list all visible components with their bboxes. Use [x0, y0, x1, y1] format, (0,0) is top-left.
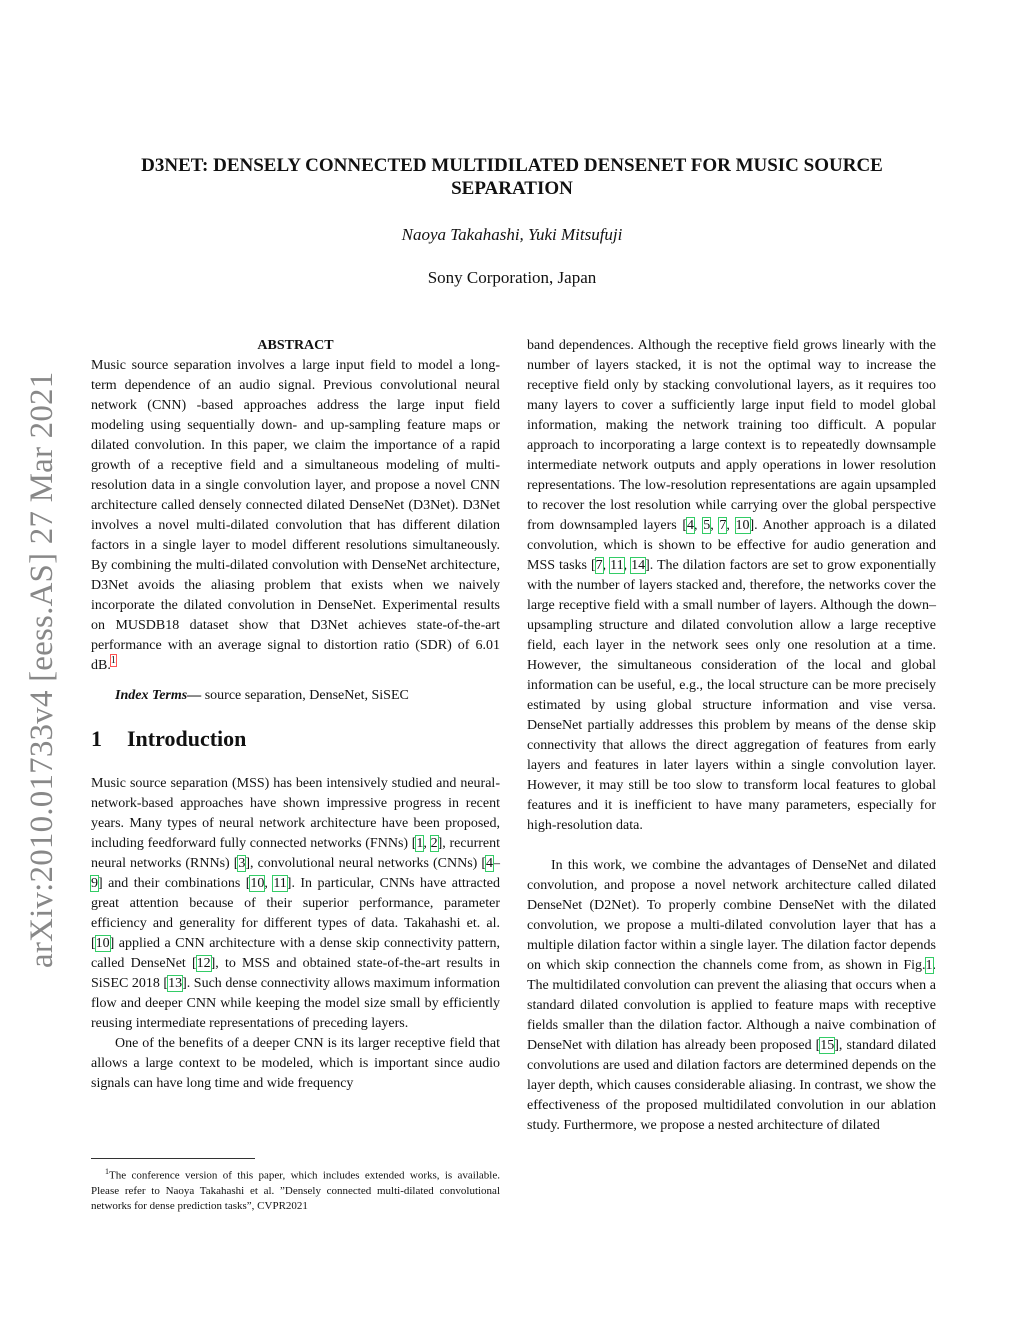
intro-paragraph-2: One of the benefits of a deeper CNN is its larger receptive field that allows a large context to be modeled, which is important since audio signals can have long time and wide frequency	[91, 1036, 500, 1091]
text-run: band dependences. Although the receptive field grows linearly with the number of layers stacked, it is not the optimal way to increase the receptive field only by stacking convolutional layers, as it requires too many layers to cover a sufficiently large input field to model global information, making the network training too difficult. A popular approach to incorporating a large context is to repeatedly downsample intermediate network outputs and apply operations in lower resolution representations. The low-resolution representations are again upsampled to recover the lost resolution while carrying over the global perspective from downsampled layers [	[527, 338, 936, 533]
footnote-text	[91, 1164, 500, 1214]
citation-link[interactable]: 10	[95, 936, 110, 951]
text-run: ], standard dilated convolutions are used and dilation factors are determined depends on the layer depth, which causes considerable aliasing. In contrast, we show the effectiveness of the proposed multidilated convolution in our ablation study. Furthermore, we propose a nested architecture of dilated	[527, 1038, 936, 1133]
text-run: ,	[602, 558, 611, 573]
paper-title	[96, 154, 928, 200]
citation-link[interactable]: 13	[168, 976, 183, 991]
text-run: ,	[710, 518, 720, 533]
text-run: ] and their combinations [	[98, 876, 251, 891]
text-run: ], convolutional neural networks (CNNs) [	[245, 856, 486, 871]
citation-link[interactable]: 15	[820, 1038, 835, 1053]
footnote-link[interactable]: 1	[110, 655, 116, 667]
footnote	[91, 1158, 500, 1214]
text-run: . The multidilated convolution can prevent the aliasing that occurs when a standard dilated convolution is applied to feature maps with receptive fields smaller than the dilation factor. Although a naive combination of DenseNet with dilation has already been proposed [	[527, 958, 936, 1053]
citation-link[interactable]: 11	[610, 558, 624, 573]
citation-link[interactable]: 3	[238, 856, 246, 871]
citation-link[interactable]: 4	[687, 518, 695, 533]
affiliation: Sony Corporation, Japan	[427, 268, 597, 287]
text-run: Music source separation (MSS) has been intensively studied and neural-network-based approaches have shown impressive progress in recent years. Many types of neural network architecture have been proposed, including feedforward fully connected networks (FNNs) [	[91, 776, 500, 851]
paragraph-gap	[527, 836, 936, 856]
index-terms-text: source separation, DenseNet, SiSEC	[201, 688, 409, 703]
title-line-2: SEPARATION	[451, 178, 573, 199]
text-run: ] applied a CNN architecture with a dense skip connectivity pattern, called DenseNet [	[91, 936, 500, 971]
right-column	[527, 336, 936, 1136]
text-run: ,	[264, 876, 274, 891]
text-run: ,	[694, 518, 704, 533]
text-run: In this work, we combine the advantages of DenseNet and dilated convolution, and propose a novel network architecture called dilated DenseNet (D2Net). To properly combine DenseNet with the dilated convolution, we propose a multi-dilated convolution layer that has a multiple dilation factor within a single layer. The dilation factor depends on which skip connection the channels come from, as shown in Fig.	[527, 858, 936, 973]
citation-link[interactable]: 5	[703, 518, 711, 533]
abstract-heading: ABSTRACT	[257, 338, 334, 353]
citation-link[interactable]: 9	[91, 876, 98, 891]
text-run: ,	[623, 558, 632, 573]
text-run: –	[493, 856, 500, 871]
citation-link[interactable]: 7	[595, 558, 603, 573]
abstract-text: Music source separation involves a large input field to model a long-term dependence of an audio signal. Previous convolutional neural network (CNN) -based approaches address the large input field modeling using sequentially down- and up-sampling feature maps or dilated convolution. In this paper, we claim the importance of a rapid growth of a receptive field and a simultaneous modeling of multi-resolution data in a single convolution layer, and propose a novel CNN architecture called densely connected dilated DenseNet (D3Net). D3Net involves a novel multi-dilated convolution that has different dilation factors in a single layer to model different resolutions simultaneously. By combining the multi-dilated convolution with DenseNet architecture, D3Net avoids the aliasing problem that exists when we naively incorporate the dilated convolution in DenseNet. Experimental results on MUSDB18 dataset show that D3Net achieves state-of-the-art performance with an average signal to distortion ratio (SDR) of 6.01 dB.	[91, 358, 500, 673]
section-title: Introduction	[127, 726, 247, 751]
intro-paragraph-4	[527, 856, 936, 1136]
footnote-marker: 1	[105, 1167, 109, 1176]
text-run: ,	[423, 836, 431, 851]
section-number: 1	[91, 726, 102, 751]
citation-link[interactable]: 10	[250, 876, 265, 891]
citation-link[interactable]: 10	[735, 518, 750, 533]
text-run: ]. In particular, CNNs have attracted great attention because of their superior performance, parameter efficiency and generality for different types of data. Takahashi et. al. [	[91, 876, 500, 951]
section-heading-introduction	[91, 726, 500, 752]
citation-link[interactable]: 1	[416, 836, 424, 851]
footnote-divider	[91, 1158, 255, 1159]
title-line-1: D3NET: DENSELY CONNECTED MULTIDILATED DENSENET FOR MUSIC SOURCE	[141, 155, 883, 176]
figure-link[interactable]: 1	[925, 958, 933, 973]
footnote-body: The conference version of this paper, which includes extended works, is available. Please refer to Naoya Takahashi et al. ”Densely connected multi-dilated convolutional networks for dense prediction tasks”, CVPR2021	[91, 1169, 500, 1212]
author-list: Naoya Takahashi, Yuki Mitsufuji	[401, 225, 623, 244]
citation-link[interactable]: 4	[486, 856, 493, 871]
text-run: ,	[726, 518, 736, 533]
citation-link[interactable]: 7	[719, 518, 727, 533]
index-terms	[91, 686, 500, 706]
left-column	[91, 336, 500, 1094]
text-run: ], recurrent neural networks (RNNs) [	[91, 836, 500, 871]
citation-link[interactable]: 11	[273, 876, 287, 891]
text-run: ]. Such dense connectivity allows maximum information flow and deeper CNN while keeping the model size small by efficiently reusing intermediate representations of preceding layers.	[91, 976, 500, 1031]
text-run: ], to MSS and obtained state-of-the-art results in SiSEC 2018 [	[91, 956, 500, 991]
citation-link[interactable]: 2	[430, 836, 438, 851]
text-run: ]. Another approach is a dilated convolution, which is shown to be effective for audio generation and MSS tasks [	[527, 518, 937, 573]
citation-link[interactable]: 14	[631, 558, 646, 573]
arxiv-identifier-stamp: arXiv:2010.01733v4 [eess.AS] 27 Mar 2021	[24, 371, 60, 968]
citation-link[interactable]: 12	[196, 956, 211, 971]
abstract-paragraph	[91, 356, 500, 676]
index-terms-label: Index Terms—	[115, 688, 202, 703]
text-run: ]. The dilation factors are set to grow exponentially with the number of layers stacked and, therefore, the networks cover the large receptive field with a small number of layers. Although the down–upsampling structure and dilated convolution allow a large receptive field, each layer in the network sees only one resolution at a time. However, the simultaneous consideration of the local and global information can be useful, e.g., the local structure can be more precisely estimated by using global structure information and vise versa. DenseNet partially addresses this problem by means of the dense skip connectivity that allows the direct aggregation of features from early layers and features in later layers within a single convolution layer. However, it may still be too slow to transform local features to global features and it is inefficient to have many parameters, especially for high-resolution data.	[527, 558, 937, 833]
intro-paragraph-3	[527, 336, 936, 836]
intro-paragraph-1	[91, 774, 500, 1034]
